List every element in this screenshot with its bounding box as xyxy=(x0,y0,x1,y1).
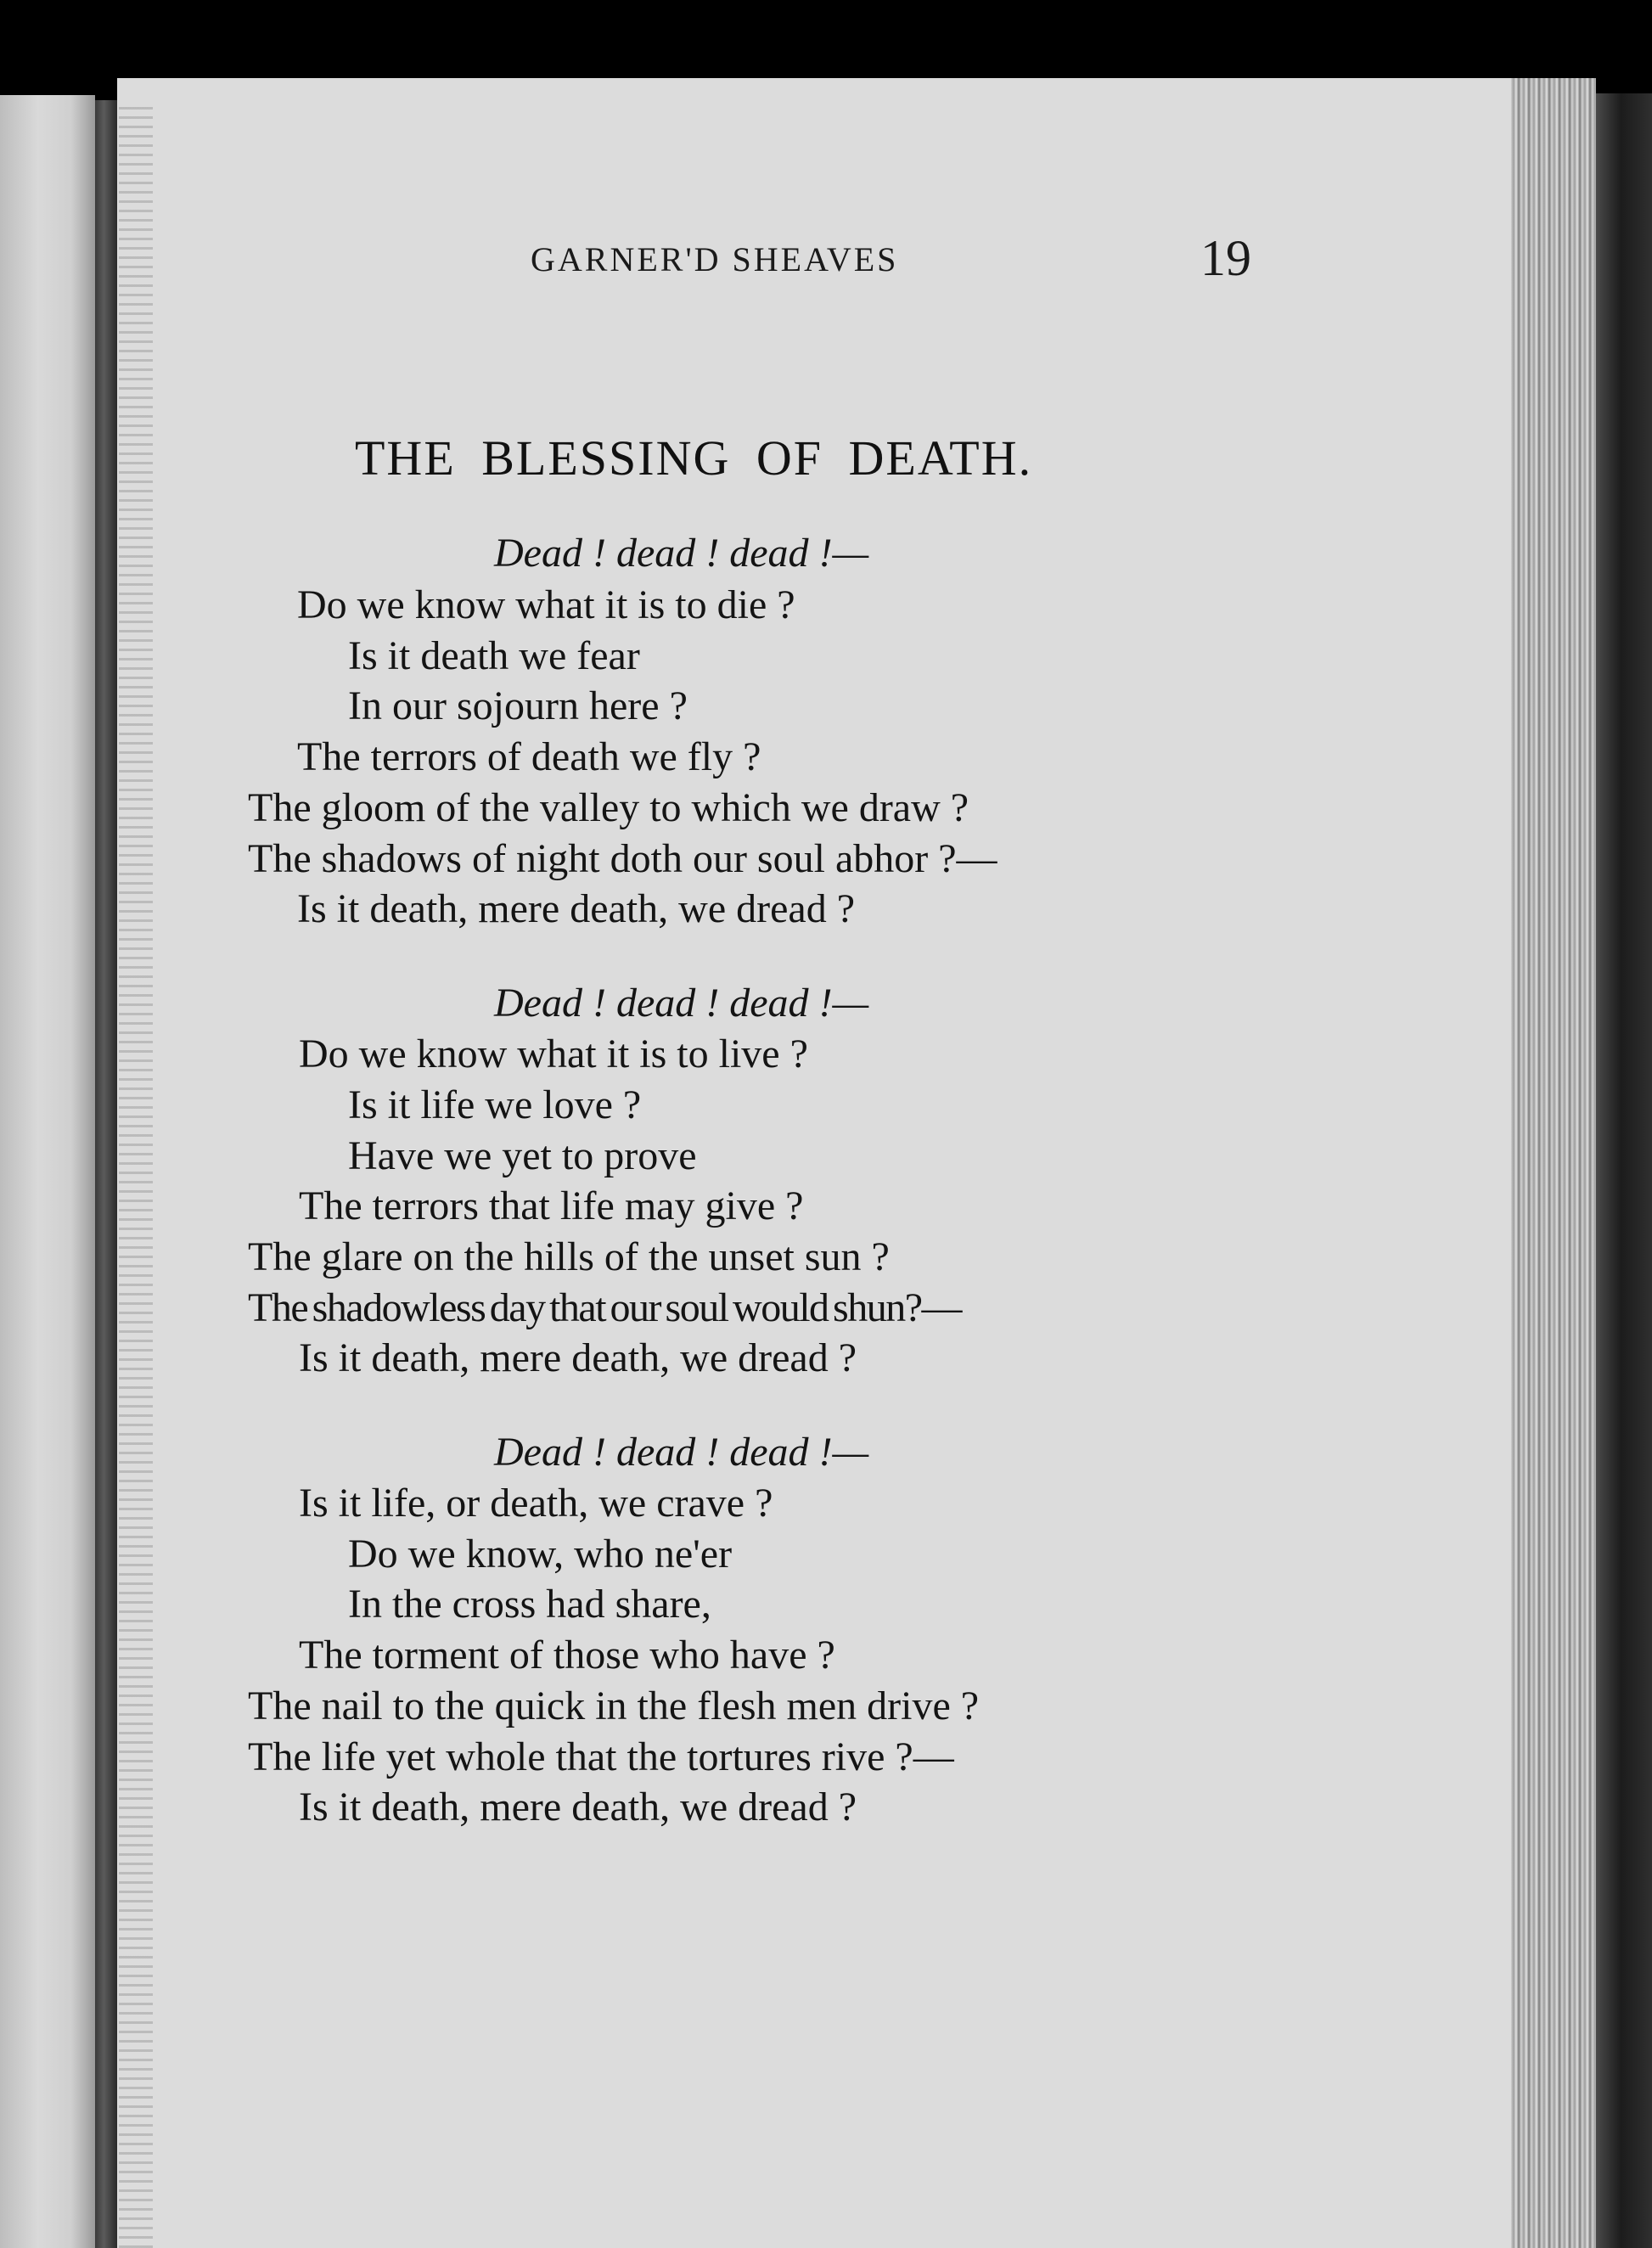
stanza-3-line-4: In the cross had share, xyxy=(348,1582,711,1627)
book-spine xyxy=(1596,93,1652,2248)
stanza-3-line-2: Is it life, or death, we crave ? xyxy=(299,1481,773,1526)
stanza-1-line-2: Do we know what it is to die ? xyxy=(297,582,795,627)
stanza-3-line-6: The nail to the quick in the flesh men drive ? xyxy=(248,1683,980,1728)
stanza-2-line-5: The terrors that life may give ? xyxy=(299,1183,804,1228)
stanza-1-line-4: In our sojourn here ? xyxy=(348,683,688,728)
poem-title: THE BLESSING OF DEATH. xyxy=(355,430,1033,486)
stanza-1-line-6: The gloom of the valley to which we draw ? xyxy=(248,785,969,830)
stanza-2-line-2: Do we know what it is to live ? xyxy=(299,1031,808,1076)
stanza-2-line-3: Is it life we love ? xyxy=(348,1082,642,1127)
page-stack-edge xyxy=(1511,78,1596,2248)
facing-page-edge xyxy=(0,95,95,2248)
stanza-2-line-6: The glare on the hills of the unset sun ? xyxy=(248,1234,890,1279)
stanza-2-line-1: Dead ! dead ! dead !— xyxy=(494,981,869,1026)
gutter-shadow xyxy=(119,100,153,2248)
stanza-3-line-3: Do we know, who ne'er xyxy=(348,1531,733,1576)
stanza-2-line-8: Is it death, mere death, we dread ? xyxy=(299,1335,857,1380)
stanza-1-line-3: Is it death we fear xyxy=(348,633,640,678)
stanza-3-line-1: Dead ! dead ! dead !— xyxy=(494,1430,869,1475)
stanza-3-line-5: The torment of those who have ? xyxy=(299,1633,835,1678)
page-number: 19 xyxy=(1200,230,1251,286)
stanza-3-line-8: Is it death, mere death, we dread ? xyxy=(299,1784,857,1829)
stanza-2-line-7: The shadowless day that our soul would shun?— xyxy=(248,1285,962,1330)
running-head: GARNER'D SHEAVES xyxy=(531,240,899,278)
book-gutter xyxy=(95,100,117,2248)
stanza-2-line-4: Have we yet to prove xyxy=(348,1133,697,1178)
stanza-1-line-8: Is it death, mere death, we dread ? xyxy=(297,886,856,931)
book-page xyxy=(117,78,1511,2248)
stanza-1-line-5: The terrors of death we fly ? xyxy=(297,734,761,779)
stanza-3-line-7: The life yet whole that the tortures rive ?— xyxy=(248,1734,954,1779)
stanza-1-line-7: The shadows of night doth our soul abhor ?— xyxy=(248,836,997,881)
stanza-1-line-1: Dead ! dead ! dead !— xyxy=(494,531,869,576)
